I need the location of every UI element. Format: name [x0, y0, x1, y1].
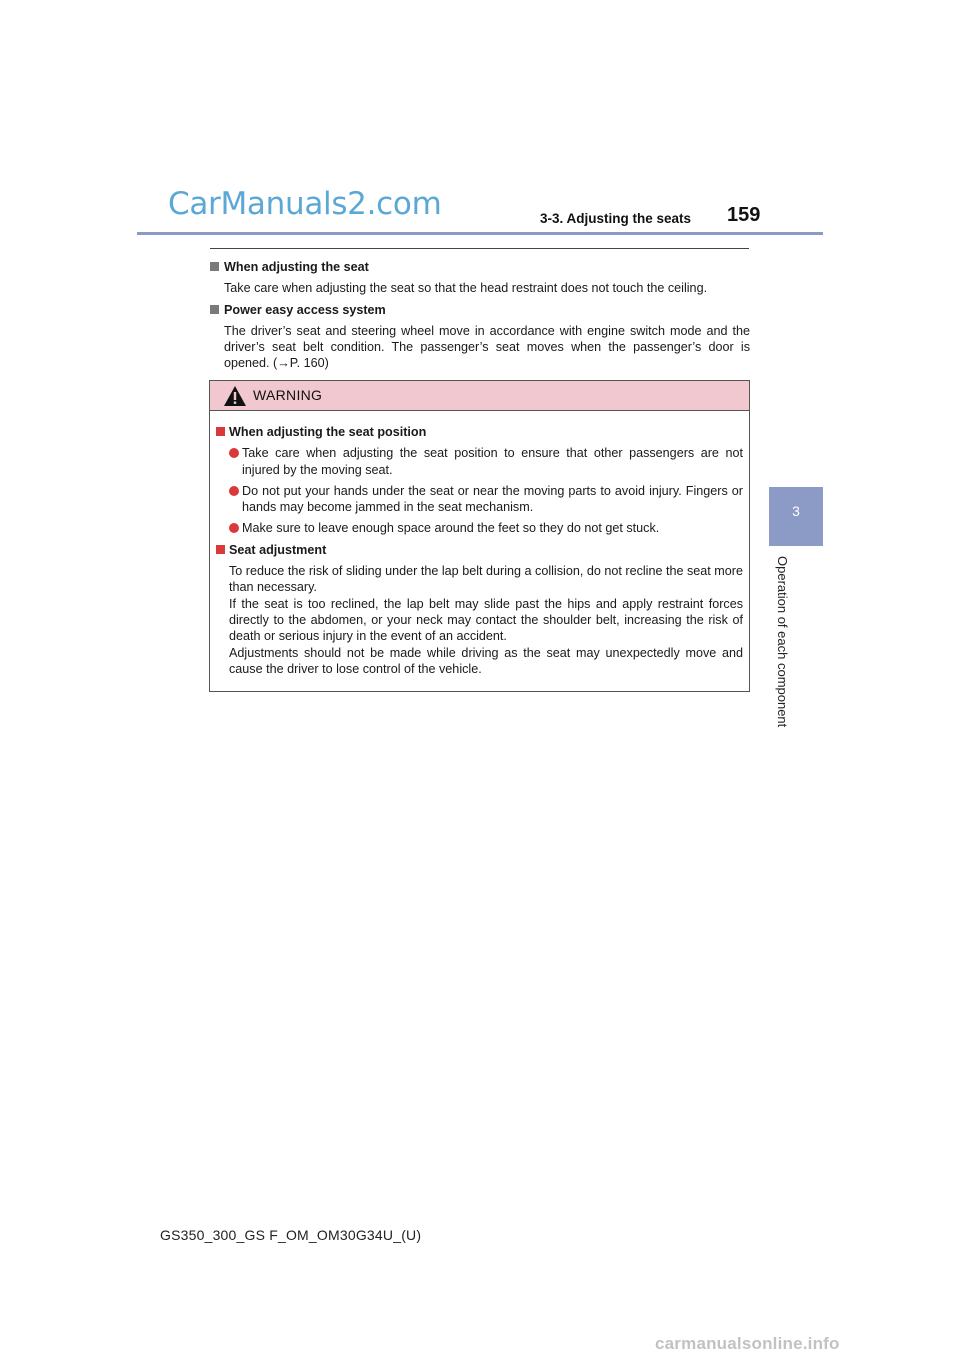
manual-code: GS350_300_GS F_OM_OM30G34U_(U) — [160, 1227, 422, 1243]
note-heading-text: When adjusting the seat — [224, 260, 369, 274]
section-title: 3-3. Adjusting the seats — [540, 211, 692, 226]
notes-section — [210, 259, 750, 377]
square-bullet-icon — [210, 262, 219, 271]
watermark: carmanualsonline.info — [655, 1334, 840, 1353]
chapter-tab-number: 3 — [792, 503, 800, 519]
warning-paragraph: To reduce the risk of sliding under the lap belt during a collision, do not recline the seat more than necessary. — [229, 564, 743, 595]
square-bullet-icon — [216, 545, 225, 554]
note-heading — [210, 302, 750, 318]
note-heading-text: Power easy access system — [224, 302, 386, 317]
note-heading — [210, 259, 750, 275]
warning-bullet — [216, 445, 743, 478]
page-number: 159 — [727, 204, 761, 226]
warning-heading-text: When adjusting the seat position — [229, 425, 427, 439]
square-bullet-icon — [210, 305, 219, 314]
warning-body — [210, 411, 749, 677]
warning-heading — [216, 424, 743, 440]
round-bullet-icon — [229, 486, 239, 496]
warning-bullet-text: Do not put your hands under the seat or near the moving parts to avoid injury. Fingers or hands may become jammed in the seat mechanism. — [242, 483, 743, 515]
chapter-tab-label: Operation of each component — [775, 556, 790, 728]
round-bullet-icon — [229, 448, 239, 458]
chapter-tab — [769, 487, 823, 546]
warning-heading — [216, 542, 743, 558]
warning-header — [210, 381, 749, 411]
content-divider — [210, 248, 749, 249]
warning-bullet — [216, 483, 743, 516]
warning-paragraph: Adjustments should not be made while driving as the seat may unexpectedly move and cause the driver to lose control of the vehicle. — [229, 645, 743, 676]
site-logo: CarManuals2.com — [168, 186, 442, 222]
warning-bullet-text: Make sure to leave enough space around the feet so they do not get stuck. — [242, 521, 660, 536]
warning-bullet-text: Take care when adjusting the seat position to ensure that other passengers are not injured by the moving seat. — [242, 446, 743, 477]
warning-bullet — [216, 520, 743, 536]
warning-title: WARNING — [253, 387, 323, 403]
round-bullet-icon — [229, 523, 239, 533]
warning-heading-text: Seat adjustment — [229, 542, 327, 557]
header-rule — [137, 232, 823, 235]
note-text: The driver’s seat and steering wheel move in accordance with engine switch mode and the driver’s seat belt condition. The passenger’s seat moves when the passenger’s door is opened. (→P. 160) — [224, 323, 750, 371]
square-bullet-icon — [216, 427, 225, 436]
note-text: Take care when adjusting the seat so that the head restraint does not touch the ceiling. — [224, 281, 708, 296]
warning-box — [209, 380, 750, 692]
warning-triangle-icon — [223, 385, 247, 407]
warning-paragraph: If the seat is too reclined, the lap belt may slide past the hips and apply restraint forces directly to the abdomen, or your neck may contact the shoulder belt, increasing the risk of death or serious injury in the event of an accident. — [229, 596, 743, 644]
